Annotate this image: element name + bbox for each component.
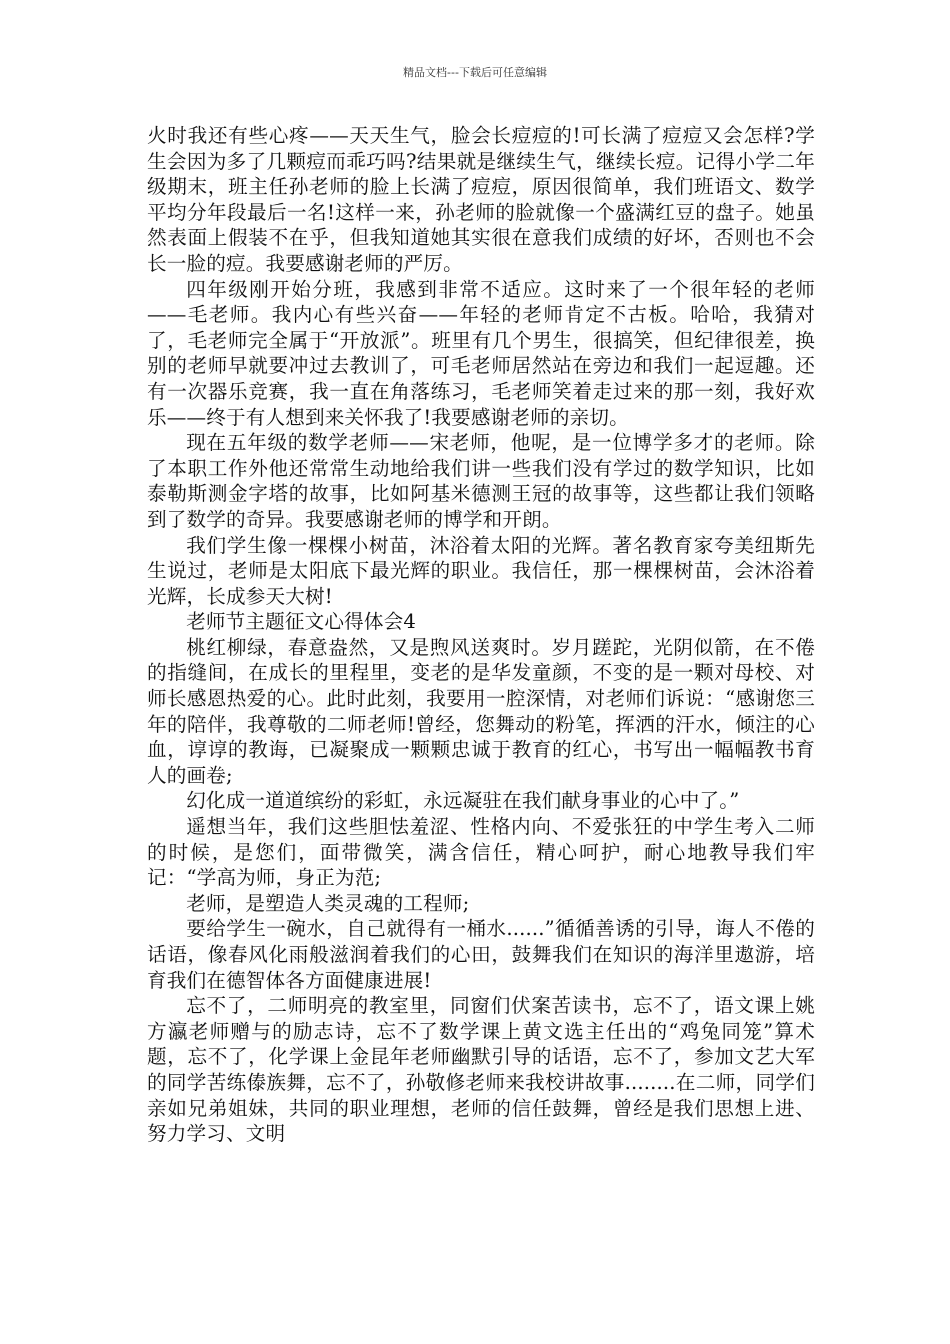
- paragraph-8: 老师，是塑造人类灵魂的工程师;: [186, 891, 470, 915]
- paragraph-2: 四年级刚开始分班，我感到非常不适应。这时来了一个很年轻的老师——毛老师。我内心有些兴奋——年轻的老师肯定不古板。哈哈，我猜对了，毛老师完全属于“开放派”。班里有几个男生，很搞笑，但纪律很差，换别的老师早就要冲过去教训了，可毛老师居然站在旁边和我们一起逗趣。还有一次器乐竞赛，我一直在角落练习，毛老师笑着走过来的那一刻，我好欢乐——终于有人想到来关怀我了!我要感谢老师的亲切。: [147, 277, 815, 429]
- paragraph-9: 要给学生一碗水，自己就得有一桶水......”循循善诱的引导，诲人不倦的话语，像春风化雨般滋润着我们的心田，鼓舞我们在知识的海洋里遨游，培育我们在德智体各方面健康进展!: [147, 917, 815, 992]
- page-header: 精品文档---下载后可任意编辑: [403, 66, 547, 79]
- document-body: [147, 123, 815, 1147]
- paragraph-4: 我们学生像一棵棵小树苗，沐浴着太阳的光辉。著名教育家夸美纽斯先生说过，老师是太阳底下最光辉的职业。我信任，那一棵棵树苗，会沐浴着光辉，长成参天大树!: [147, 533, 815, 608]
- paragraph-5: 桃红柳绿，春意盎然，又是煦风送爽时。岁月蹉跎，光阴似箭，在不倦的指缝间，在成长的里程里，变老的是华发童颜，不变的是一颗对母校、对师长感恩热爱的心。此时此刻，我要用一腔深情，对老师们诉说：“感谢您三年的陪伴，我尊敬的二师老师!曾经，您舞动的粉笔，挥洒的汗水，倾注的心血，谆谆的教诲，已凝聚成一颗颗忠诚于教育的红心，书写出一幅幅教书育人的画卷;: [147, 635, 815, 787]
- paragraph-1: 火时我还有些心疼——天天生气，脸会长痘痘的!可长满了痘痘又会怎样?学生会因为多了几颗痘而乖巧吗?结果就是继续生气，继续长痘。记得小学二年级期末，班主任孙老师的脸上长满了痘痘，原因很简单，我们班语文、数学平均分年段最后一名!这样一来，孙老师的脸就像一个盛满红豆的盘子。她虽然表面上假装不在乎，但我知道她其实很在意我们成绩的好坏，否则也不会长一脸的痘。我要感谢老师的严厉。: [147, 124, 815, 275]
- section-heading: 老师节主题征文心得体会4: [186, 610, 416, 634]
- paragraph-10: 忘不了，二师明亮的教室里，同窗们伏案苦读书，忘不了，语文课上姚方瀛老师赠与的励志诗，忘不了数学课上黄文选主任出的“鸡兔同笼”算术题，忘不了，化学课上金昆年老师幽默引导的话语，忘不了，参加文艺大军的同学苦练傣族舞，忘不了，孙敬修老师来我校讲故事........在二师，同学们亲如兄弟姐妹，共同的职业理想，老师的信任鼓舞，曾经是我们思想上进、努力学习、文明: [147, 994, 815, 1146]
- paragraph-7: 遥想当年，我们这些胆怯羞涩、性格内向、不爱张狂的中学生考入二师的时候，是您们，面带微笑，满含信任，精心呵护，耐心地教导我们牢记：“学高为师，身正为范;: [147, 815, 815, 890]
- paragraph-3: 现在五年级的数学老师——宋老师，他呢，是一位博学多才的老师。除了本职工作外他还常常生动地给我们讲一些我们没有学过的数学知识，比如泰勒斯测金字塔的故事，比如阿基米德测王冠的故事等，这些都让我们领略到了数学的奇异。我要感谢老师的博学和开朗。: [147, 431, 815, 531]
- paragraph-6: 幻化成一道道缤纷的彩虹，永远凝驻在我们献身事业的心中了。”: [186, 789, 740, 813]
